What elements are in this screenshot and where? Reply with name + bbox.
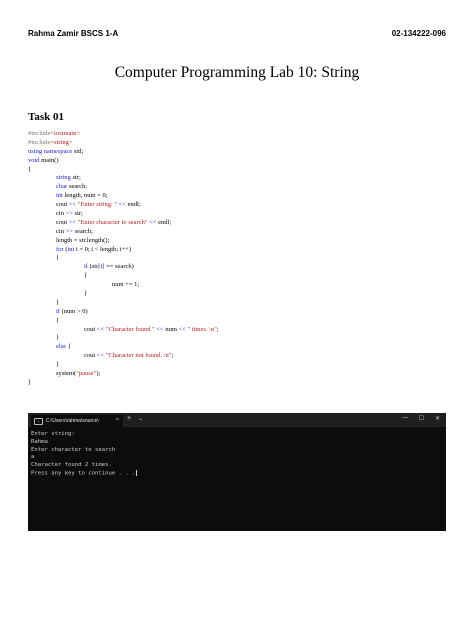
code-line (28, 361, 448, 370)
code-line (28, 219, 448, 228)
close-tab-icon[interactable]: × (115, 417, 119, 423)
code-token: { (28, 165, 32, 173)
code-token: } (84, 290, 88, 298)
code-token: main() (39, 156, 59, 164)
code-token: for (56, 245, 64, 253)
code-token: << (96, 352, 105, 360)
code-token: ; (216, 325, 219, 333)
terminal-titlebar (28, 413, 446, 427)
code-token: num (163, 325, 179, 333)
code-token: } (56, 334, 60, 342)
code-token: #include (28, 138, 51, 146)
author-header: Rahma Zamir BSCS 1-A (28, 29, 119, 38)
code-line (28, 379, 448, 388)
code-line (28, 228, 448, 237)
code-token: == search) (104, 263, 134, 271)
code-token: endl; (126, 201, 141, 209)
code-token: << (178, 325, 186, 333)
code-token: cout (56, 218, 69, 226)
terminal-line: Character found 2 times. (31, 462, 112, 469)
text-cursor (136, 470, 137, 476)
code-line (28, 192, 448, 201)
code-token: >> (65, 227, 73, 235)
maximize-button[interactable]: ☐ (418, 416, 424, 422)
code-token: >> (65, 210, 73, 218)
code-token: { (84, 272, 88, 280)
terminal-output[interactable] (28, 427, 446, 482)
code-token: { (66, 343, 71, 351)
code-line (28, 174, 448, 183)
terminal-line: Rahma (31, 438, 48, 445)
code-token: #include (28, 130, 51, 137)
code-line (28, 281, 448, 290)
code-token: length, num = 0; (62, 192, 108, 200)
code-token: cout (56, 201, 69, 209)
code-token: ); (96, 370, 101, 378)
terminal-line: Enter character to search (31, 446, 116, 453)
code-token: endl; (156, 218, 172, 226)
code-token: << (68, 218, 77, 226)
code-token: } (56, 298, 60, 306)
code-line (28, 254, 448, 263)
code-token: int (67, 245, 75, 253)
code-line (28, 326, 448, 335)
code-token: std; (72, 147, 84, 155)
code-token: else (56, 343, 67, 351)
code-line (28, 139, 448, 148)
terminal-line: a (31, 454, 35, 461)
code-line (28, 334, 448, 343)
code-line (28, 308, 448, 317)
code-token: <iostream> (50, 130, 81, 137)
code-token: ] (102, 263, 105, 271)
code-token: i (100, 263, 103, 271)
code-token: ( (63, 245, 68, 253)
code-token: << (118, 201, 127, 209)
terminal-line: Enter string: (31, 431, 75, 437)
code-token: search; (67, 183, 88, 191)
code-token: << (149, 218, 157, 226)
code-token: [ (98, 263, 101, 271)
code-line (28, 157, 448, 166)
code-token: search; (72, 227, 93, 235)
code-token: } (56, 361, 60, 369)
code-token: cin (56, 227, 66, 235)
tab-dropdown-icon[interactable]: ⌄ (138, 416, 144, 422)
code-token: system( (56, 370, 77, 378)
code-token: << (156, 325, 164, 333)
code-line (28, 166, 448, 175)
code-token: << (68, 201, 77, 209)
code-line (28, 299, 448, 308)
code-token: } (28, 378, 32, 386)
code-line (28, 246, 448, 255)
code-line (28, 352, 448, 361)
code-token: char (56, 183, 68, 191)
code-token: "Enter string: " (77, 201, 118, 209)
minimize-button[interactable]: — (402, 415, 408, 421)
code-line (28, 370, 448, 379)
code-token: i = 0; i < length; i++) (74, 245, 131, 253)
code-token: "pause" (76, 370, 97, 378)
code-token: using namespace (28, 147, 73, 155)
code-token: string (56, 174, 71, 182)
code-line (28, 183, 448, 192)
code-line (28, 237, 448, 246)
code-token: "Enter character to search" (77, 218, 148, 226)
code-token: str; (70, 174, 81, 182)
code-token: { (56, 254, 60, 262)
terminal-tab-title: C:\Users\rahma\source\ (46, 418, 99, 424)
code-token: "Character not found. \n" (105, 352, 172, 360)
task-heading: Task 01 (28, 111, 64, 123)
terminal-line: Press any key to continue . . . (31, 470, 136, 477)
code-line (28, 272, 448, 281)
code-token: str; (72, 210, 83, 218)
code-token: cin (56, 210, 66, 218)
code-token: (str (87, 263, 99, 271)
close-window-button[interactable]: ✕ (434, 416, 440, 422)
code-token: cout (84, 325, 97, 333)
code-token: " times. \n" (187, 325, 217, 333)
code-token: void (28, 156, 40, 164)
code-token: ; (171, 352, 174, 360)
code-token: if (84, 263, 88, 271)
code-line (28, 290, 448, 299)
code-token: length = str.length(); (56, 236, 110, 244)
code-token: { (56, 316, 60, 324)
new-tab-button[interactable]: + (127, 415, 132, 422)
code-line (28, 201, 448, 210)
code-token: << (96, 325, 105, 333)
code-token: (num > 0) (59, 307, 88, 315)
code-line (28, 317, 448, 326)
terminal-tab[interactable] (31, 415, 123, 427)
terminal-window (28, 413, 446, 531)
code-line (28, 148, 448, 157)
code-token: int (56, 192, 63, 200)
student-id-header: 02-134222-096 (391, 29, 446, 38)
code-line (28, 263, 448, 272)
terminal-icon: › (34, 418, 43, 425)
code-token: "Character found " (105, 325, 155, 333)
page-title: Computer Programming Lab 10: String (114, 64, 360, 81)
code-line (28, 130, 448, 139)
code-token: cout (84, 352, 97, 360)
code-token: if (56, 307, 60, 315)
code-token: num += 1; (112, 281, 140, 289)
code-listing (28, 130, 448, 388)
code-line (28, 210, 448, 219)
code-token: <string> (50, 138, 73, 146)
code-line (28, 343, 448, 352)
